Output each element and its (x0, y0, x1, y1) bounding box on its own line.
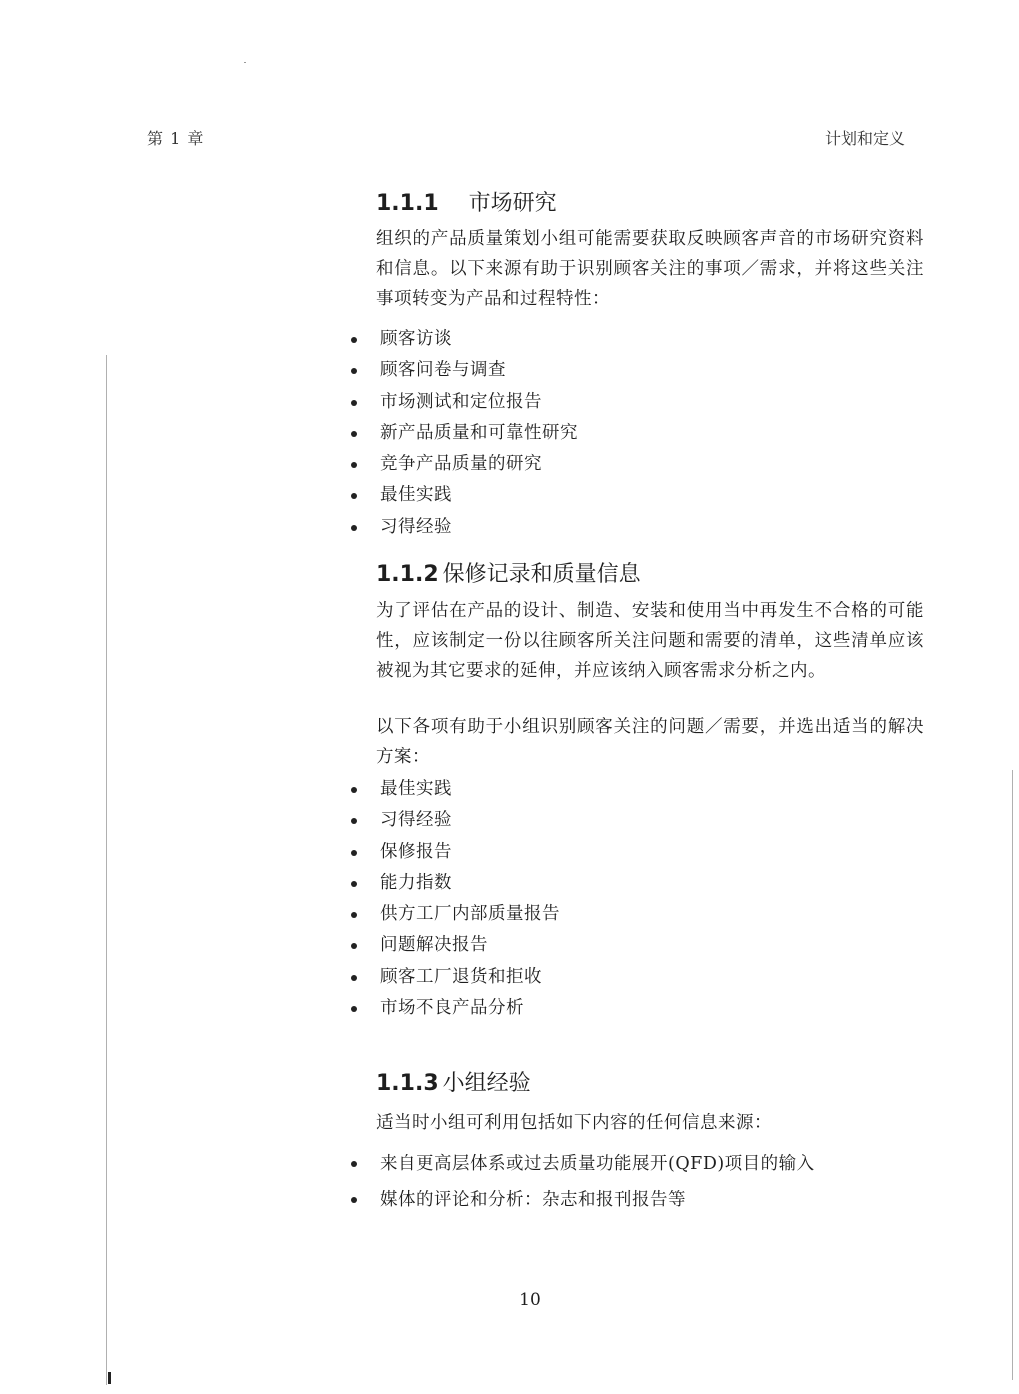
list-item: 竞争产品质量的研究 (348, 449, 578, 480)
section-title: 小组经验 (442, 1071, 531, 1096)
list-item: 问题解决报告 (348, 930, 560, 961)
bullet-icon (351, 912, 357, 918)
list-item: 最佳实践 (348, 774, 560, 805)
page-number: 10 (519, 1290, 541, 1310)
bullet-icon (351, 368, 357, 374)
warranty-paragraph-2: 以下各项有助于小组识别顾客关注的问题／需要，并选出适当的解决方案： (376, 717, 924, 767)
bullet-icon (351, 337, 357, 343)
section-title: 市场研究 (468, 191, 557, 216)
section-heading-1-1-1 (376, 186, 557, 217)
list-item: 顾客问卷与调查 (348, 355, 578, 386)
bullet-icon (351, 431, 357, 437)
list-item: 媒体的评论和分析：杂志和报刊报告等 (348, 1182, 815, 1218)
list-item: 来自更高层体系或过去质量功能展开(QFD)项目的输入 (348, 1146, 815, 1182)
bullet-icon (351, 462, 357, 468)
section-number: 1.1.1 (376, 191, 439, 216)
list-item: 顾客工厂退货和拒收 (348, 962, 560, 993)
list-item: 能力指数 (348, 868, 560, 899)
team-experience-list (348, 1146, 815, 1218)
bullet-icon (351, 818, 357, 824)
list-item: 供方工厂内部质量报告 (348, 899, 560, 930)
bullet-icon (351, 975, 357, 981)
bullet-icon (351, 943, 357, 949)
scan-edge-line (106, 355, 107, 1385)
section-title: 保修记录和质量信息 (442, 562, 641, 587)
bullet-icon (351, 1161, 357, 1167)
list-item: 新产品质量和可靠性研究 (348, 418, 578, 449)
warranty-paragraph: 为了评估在产品的设计、制造、安装和使用当中再发生不合格的可能性，应该制定一份以往顾客所关注问题和需要的清单，这些清单应该被视为其它要求的延伸，并应该纳入顾客需求分析之内。 (376, 601, 924, 681)
running-header-section: 计划和定义 (824, 129, 905, 148)
bullet-icon (351, 525, 357, 531)
list-item: 顾客访谈 (348, 324, 578, 355)
section-number: 1.1.2 (376, 562, 439, 587)
market-research-sources-list (348, 324, 578, 543)
bullet-icon (351, 400, 357, 406)
list-item: 习得经验 (348, 805, 560, 836)
scan-speck (244, 62, 246, 63)
bullet-icon (351, 787, 357, 793)
bullet-icon (351, 1197, 357, 1203)
list-item: 保修报告 (348, 837, 560, 868)
list-item: 习得经验 (348, 512, 578, 543)
section-heading-1-1-2 (376, 557, 641, 588)
bullet-icon (351, 850, 357, 856)
bullet-icon (351, 493, 357, 499)
scan-edge-line-right (1012, 770, 1013, 1380)
bullet-icon (351, 1006, 357, 1012)
bullet-icon (351, 881, 357, 887)
warranty-sources-list (348, 774, 560, 1024)
section-number: 1.1.3 (376, 1071, 439, 1096)
running-header-chapter: 第 1 章 (147, 129, 205, 148)
scan-edge-mark (108, 1372, 111, 1384)
section-heading-1-1-3 (376, 1066, 531, 1097)
list-item: 最佳实践 (348, 480, 578, 511)
section-intro-paragraph: 组织的产品质量策划小组可能需要获取反映顾客声音的市场研究资料和信息。以下来源有助于识别顾客关注的事项／需求，并将这些关注事项转变为产品和过程特性： (376, 229, 924, 309)
list-item: 市场测试和定位报告 (348, 387, 578, 418)
list-item: 市场不良产品分析 (348, 993, 560, 1024)
team-experience-intro: 适当时小组可利用包括如下内容的任何信息来源： (376, 1113, 772, 1133)
